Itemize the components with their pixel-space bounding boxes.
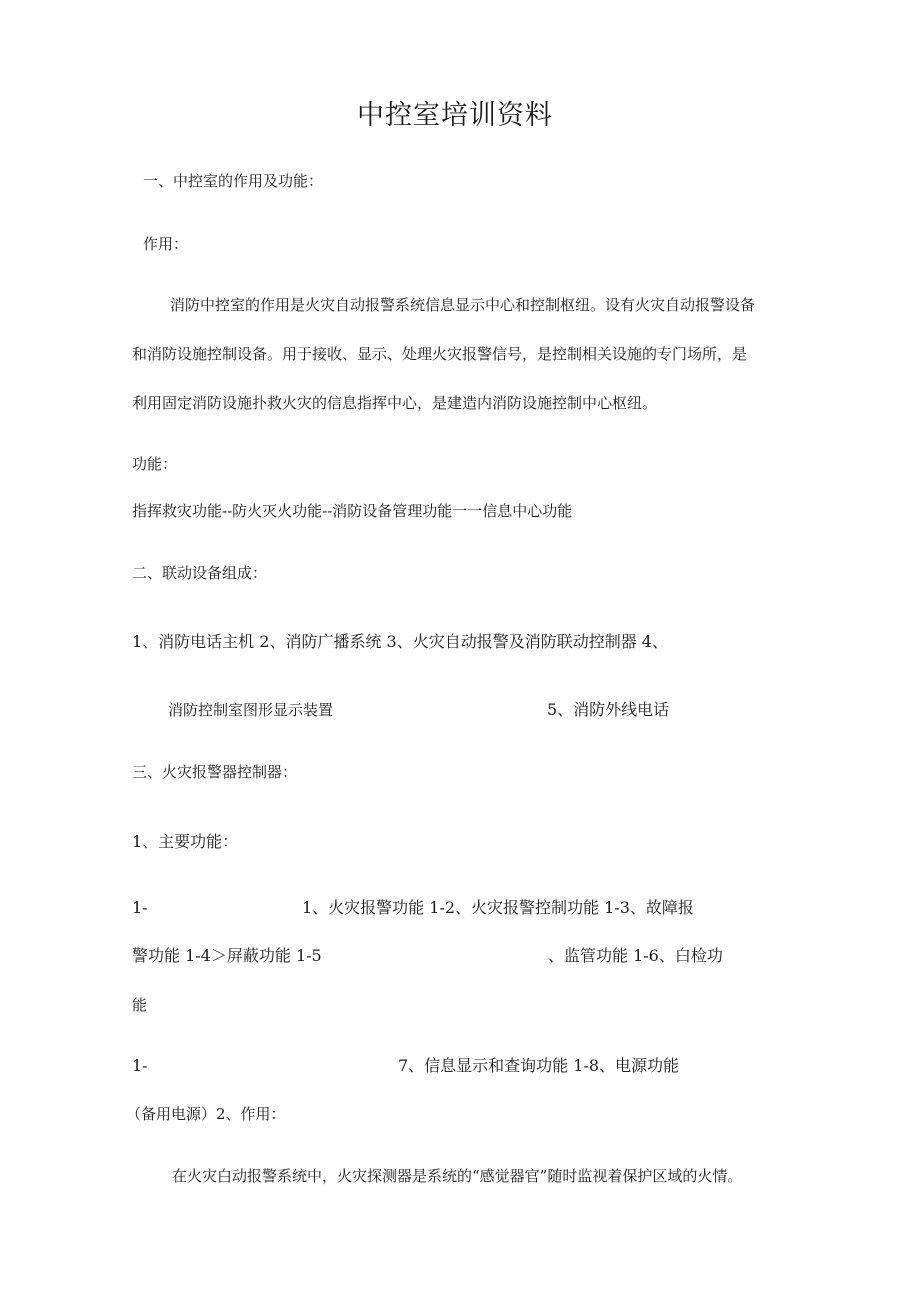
page-title: 中控室培训资料 bbox=[357, 100, 553, 131]
functions-row-2-left: 警功能 1-4＞屏蔽功能 1-5 bbox=[132, 946, 322, 965]
devices-line-2-right: 5、消防外线电话 bbox=[547, 700, 670, 719]
function-text: 指挥救灾功能--防火灭火功能--消防设备管理功能一一信息中心功能 bbox=[132, 502, 573, 520]
section3-sub1: 1、主要功能： bbox=[132, 832, 239, 851]
functions-row-1-prefix: 1- bbox=[132, 898, 148, 917]
devices-line-1: 1、消防电话主机 2、消防广播系统 3、火灾自动报警及消防联动控制器 4、 bbox=[132, 632, 668, 651]
role-paragraph-line-1: 消防中控室的作用是火灾自动报警系统信息显示中心和控制枢纽。设有火灾自动报警设备 bbox=[170, 296, 756, 314]
function-label: 功能： bbox=[132, 455, 178, 473]
functions-row-3: 能 bbox=[132, 996, 148, 1014]
section1-heading: 一、中控室的作用及功能： bbox=[143, 172, 324, 190]
functions-row-4-prefix: 1- bbox=[132, 1056, 148, 1075]
section3-heading: 三、火灾报警器控制器： bbox=[132, 763, 298, 781]
role-paragraph-line-2: 和消防设施控制设备。用于接收、显示、处理火灾报警信号，是控制相关设施的专门场所，是 bbox=[132, 345, 748, 363]
section2-heading: 二、联动设备组成： bbox=[132, 564, 268, 582]
functions-row-4: 7、信息显示和查询功能 1-8、电源功能 bbox=[398, 1056, 680, 1075]
devices-line-2-left: 消防控制室图形显示装置 bbox=[168, 701, 334, 719]
role-label: 作用： bbox=[143, 235, 189, 253]
functions-row-5: （备用电源）2、作用： bbox=[126, 1105, 286, 1123]
functions-row-1: 1、火灾报警功能 1-2、火灾报警控制功能 1-3、故障报 bbox=[302, 898, 694, 917]
role-paragraph-line-3: 利用固定消防设施扑救火灾的信息指挥中心，是建造内消防设施控制中心枢纽。 bbox=[132, 394, 658, 412]
functions-row-2-right: 、监管功能 1-6、白检功 bbox=[548, 946, 723, 965]
closing-paragraph: 在火灾白动报警系统中，火灾探测器是系统的“感觉器官”随时监视着保护区域的火情。 bbox=[172, 1167, 743, 1185]
